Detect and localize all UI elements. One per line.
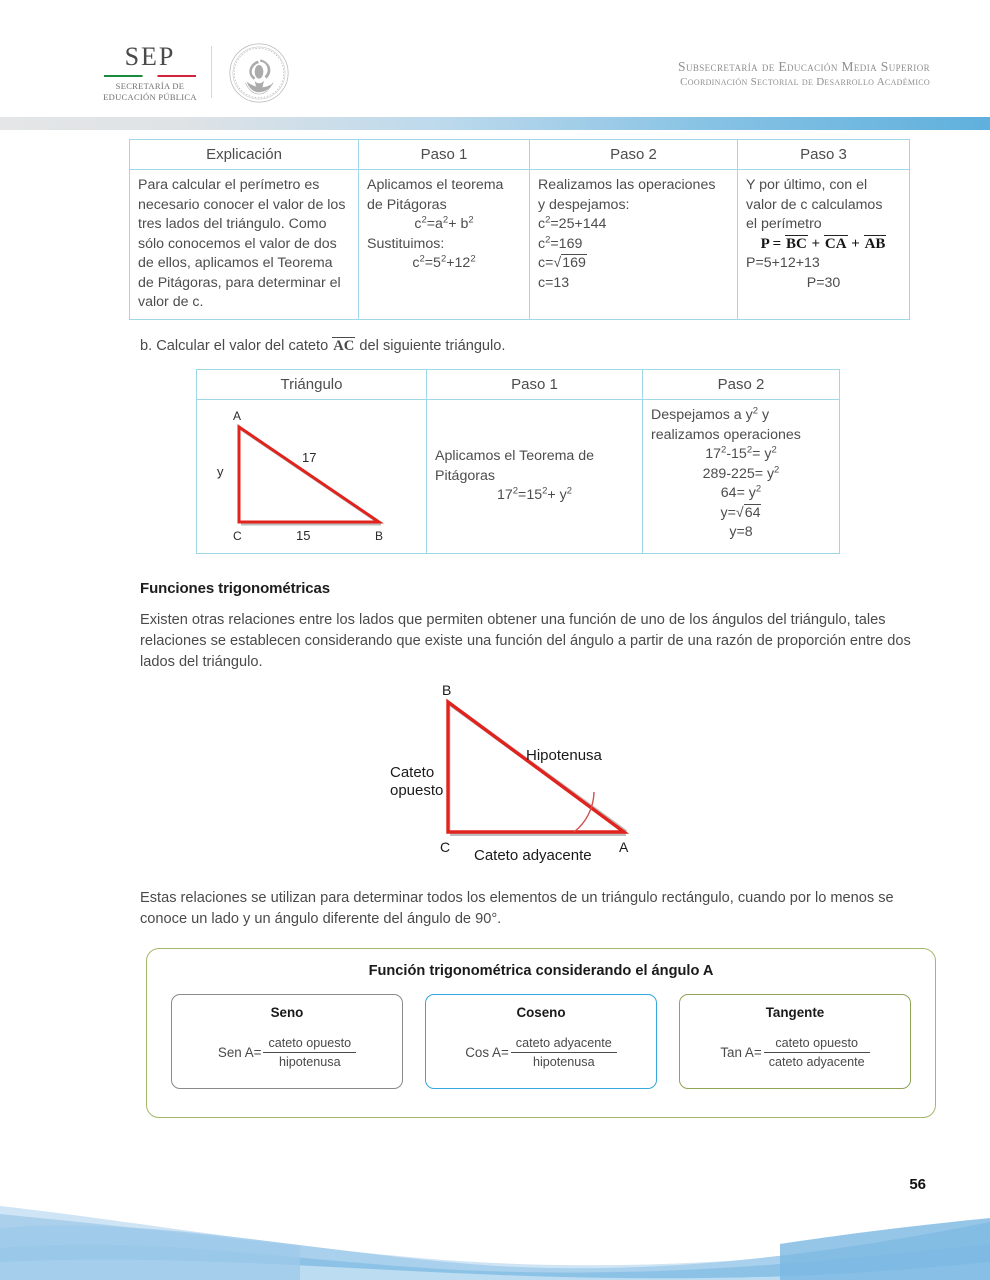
t2-paso2-eq5: y=8 [729, 524, 753, 540]
t2p2-l1b: y [761, 407, 770, 423]
header-line-subsecretaria: Subsecretaría de Educación Media Superior [678, 59, 930, 74]
p2-eq1-rest: =25+144 [550, 216, 607, 232]
paragraph-relaciones: Estas relaciones se utilizan para determinar todos los elementos de un triángulo rectángulo, cuando por lo menos se conoce un lado y un ángulo diferente del ángulo de 90°. [140, 890, 894, 927]
trig-functions-panel [146, 948, 936, 1118]
p3-BC: BC [785, 235, 807, 252]
big-triangle-label-cateto-opuesto-1: Cateto [390, 764, 435, 781]
t2e1-sup3: 2 [771, 444, 777, 456]
t2f-plusy: + y [547, 487, 567, 504]
mexican-coat-of-arms-icon [226, 42, 292, 104]
coseno-numerator: cateto adyacente [511, 1035, 617, 1053]
f1-sup1: 2 [421, 214, 427, 226]
t2-paso2-eq4: y=√64 [720, 504, 761, 521]
table2-cell-triangle [197, 400, 427, 554]
sep-logo-subtitle-line1: SECRETARÍA DE [115, 81, 185, 91]
f2-sup1: 2 [419, 253, 425, 265]
table1-header-paso2: Paso 2 [530, 140, 738, 170]
paso1-line3: Sustituimos: [367, 235, 445, 252]
t2-paso1-formula [435, 486, 634, 506]
t2e3: 64= y [720, 485, 756, 501]
big-triangle-label-a: A [619, 839, 629, 855]
table-row [197, 370, 840, 400]
paso1-line2: de Pitágoras [367, 196, 447, 213]
p2-eq3-lead: c= [538, 255, 554, 271]
trig-card-coseno-formula [426, 1035, 656, 1070]
table1-header-paso3: Paso 3 [738, 140, 910, 170]
t2e4-radicand: 64 [744, 504, 761, 521]
trig-card-row [171, 994, 911, 1089]
trig-card-coseno [425, 994, 657, 1089]
f2-sup2: 2 [440, 253, 447, 265]
trig-card-tangente [679, 994, 911, 1089]
table2-cell-paso1 [427, 400, 643, 554]
triangle-label-17: 17 [302, 450, 317, 465]
paso2-eq4: c=13 [538, 274, 570, 291]
tangente-numerator: cateto opuesto [764, 1035, 870, 1053]
paso2-line2: y despejamos: [538, 196, 630, 213]
seno-numerator: cateto opuesto [263, 1035, 356, 1053]
triangle-label-a: A [233, 409, 242, 423]
t2-paso2-line1 [651, 406, 831, 426]
p3-plus1: + [811, 235, 821, 252]
coseno-fraction [511, 1035, 617, 1070]
paso1-line1: Aplicamos el teorema [367, 177, 504, 193]
explicacion-text: Para calcular el perímetro es necesario conocer el valor de los tres lados del triángulo. Como sólo conocemos el valor de dos de ellos, aplicamos el Teorema de Pitágoras, para determinar el valor de c. [138, 177, 346, 310]
p2-sup2: 2 [545, 233, 551, 245]
table1-cell-paso3 [738, 170, 910, 320]
trig-card-coseno-title: Coseno [516, 1005, 566, 1020]
section-b-text-after: del siguiente triángulo. [359, 338, 506, 354]
section-b-text-before: b. Calcular el valor del cateto [140, 338, 329, 354]
seno-lead: Sen A= [217, 1045, 262, 1060]
big-triangle-label-b: B [442, 682, 452, 698]
t2-paso2-eq1 [651, 445, 831, 465]
table1-cell-explicacion [130, 170, 359, 320]
t2p2-sup1: 2 [752, 405, 759, 417]
t2e3-sup: 2 [755, 483, 762, 495]
t2f-sup3: 2 [566, 485, 573, 497]
p2-eq2-rest: =169 [550, 235, 583, 252]
trig-card-seno-title: Seno [270, 1005, 304, 1020]
table1-cell-paso1 [359, 170, 530, 320]
header-institution-text [678, 58, 930, 90]
coseno-lead: Cos A= [465, 1045, 509, 1060]
paso1-formula-substitution [367, 254, 521, 274]
table2-header-triangulo: Triángulo [197, 370, 427, 400]
big-triangle-label-cateto-opuesto-2: opuesto [390, 782, 444, 799]
big-triangle-label-c: C [440, 839, 451, 855]
t2f-eq15: =15 [518, 487, 543, 504]
perimeter-steps-table [129, 139, 910, 320]
p2-sup1: 2 [545, 214, 551, 226]
f2-sup3: 2 [470, 253, 476, 265]
t2-paso2-eq3 [651, 484, 831, 504]
sep-logo-subtitle-line2: EDUCACIÓN PÚBLICA [103, 92, 197, 102]
p3-P: P = [760, 235, 782, 252]
f1-plus-b: + b [448, 216, 469, 232]
sep-logo-rule [104, 75, 196, 77]
table2-header-paso2: Paso 2 [643, 370, 840, 400]
t2e1a: 17 [705, 446, 722, 462]
table1-header-explicacion: Explicación [130, 140, 359, 170]
table-row [130, 140, 910, 170]
seno-denominator: hipotenusa [278, 1055, 341, 1069]
t2p2-l1a: Despejamos a y [651, 407, 753, 423]
paso3-perimeter-formula [746, 235, 901, 255]
t2-paso1-line2: Pitágoras [435, 467, 495, 484]
table1-header-paso1: Paso 1 [359, 140, 530, 170]
t2-paso2-eq2 [651, 465, 831, 485]
paso3-line4: P=5+12+13 [746, 255, 820, 271]
paso2-eq1: $c^2=25+144$ [538, 214, 607, 232]
triangle-label-y: y [217, 464, 224, 479]
paso2-eq2: $c^2=169$ [538, 233, 583, 252]
right-triangle-labeled-diagram [378, 682, 668, 872]
p3-AB: AB [864, 235, 886, 252]
page-number: 56 [909, 1176, 926, 1193]
table1-cell-paso2 [530, 170, 738, 320]
table2-cell-paso2 [643, 400, 840, 554]
triangle-diagram-abc [197, 400, 427, 548]
header-gradient-band [0, 117, 990, 130]
paragraph-funciones-intro: Existen otras relaciones entre los lados que permiten obtener una función de uno de los ángulos del triángulo, tales relaciones se establecen considerando que existe una función del ángulo a partir de una razón de proporción entre dos lados del triángulo. [140, 612, 911, 670]
t2e1-sup2: 2 [746, 444, 753, 456]
t2e4-lead: y= [720, 504, 736, 521]
sep-logo-word: SEP [124, 42, 176, 71]
f2-plus-12: +12 [446, 255, 471, 271]
triangle-label-c: C [233, 529, 242, 543]
triangle-label-b: B [375, 529, 384, 543]
t2e2: 289-225= y [702, 465, 775, 482]
p3-plus2: + [851, 235, 860, 252]
p2-eq3-radicand: 169 [562, 255, 586, 271]
footer-wave-decoration [0, 1192, 990, 1280]
section-b-instruction [140, 336, 840, 357]
f1-sup3: 2 [468, 214, 474, 226]
paso1-formula-pythagoras [367, 215, 521, 235]
sep-logo [100, 44, 200, 103]
p3-CA: CA [824, 235, 847, 252]
tangente-lead: Tan A= [720, 1045, 762, 1060]
tangente-denominator: cateto adyacente [768, 1055, 865, 1069]
paso3-line3: el perímetro [746, 216, 822, 232]
f1-c: c [414, 216, 422, 232]
cathetus-steps-table [196, 369, 840, 554]
t2-paso2-line2: realizamos operaciones [651, 426, 801, 443]
t2e2-sup: 2 [774, 463, 780, 475]
page-header [0, 0, 990, 112]
table2-header-paso1: Paso 1 [427, 370, 643, 400]
header-divider [211, 46, 212, 98]
f1-eq-a: =a [426, 216, 443, 232]
t2f-sup1: 2 [512, 485, 519, 497]
t2f-sup2: 2 [542, 485, 548, 497]
table-row [130, 170, 910, 320]
paso3-line1: Y por último, con el [746, 177, 868, 193]
section-b-overline-ac: AC [333, 338, 355, 354]
triangle-label-15: 15 [296, 528, 311, 543]
table-row [197, 400, 840, 554]
header-line-coordinacion: Coordinación Sectorial de Desarrollo Académico [680, 76, 930, 88]
f2-eq-5: =5 [424, 255, 441, 271]
trig-card-tangente-formula [680, 1035, 910, 1070]
t2-paso1-line1: Aplicamos el Teorema de [435, 448, 595, 465]
coseno-denominator: hipotenusa [532, 1055, 595, 1069]
paso3-line2: valor de c calculamos [746, 196, 883, 213]
t2e1b: -15 [726, 446, 747, 462]
t2e1-sup1: 2 [721, 444, 727, 456]
paso3-line5: P=30 [806, 274, 841, 291]
tangente-fraction [764, 1035, 870, 1070]
big-triangle-label-hipotenusa: Hipotenusa [526, 747, 602, 764]
trig-card-tangente-title: Tangente [765, 1005, 825, 1020]
t2f-17: 17 [496, 487, 513, 504]
t2e1c: = y [752, 446, 772, 462]
section-heading-funciones-trigonometricas: Funciones trigonométricas [140, 580, 331, 597]
trig-card-seno-formula [172, 1035, 402, 1070]
trig-card-seno [171, 994, 403, 1089]
paso2-line1: Realizamos las operaciones [538, 177, 716, 193]
f1-sup2: 2 [442, 214, 449, 226]
f2-c: c [412, 255, 420, 271]
big-triangle-label-cateto-adyacente: Cateto adyacente [474, 847, 592, 864]
trig-panel-title: Función trigonométrica considerando el ángulo A [368, 963, 714, 979]
seno-fraction [263, 1035, 356, 1070]
paso2-eq3: c=√169 [538, 255, 586, 271]
